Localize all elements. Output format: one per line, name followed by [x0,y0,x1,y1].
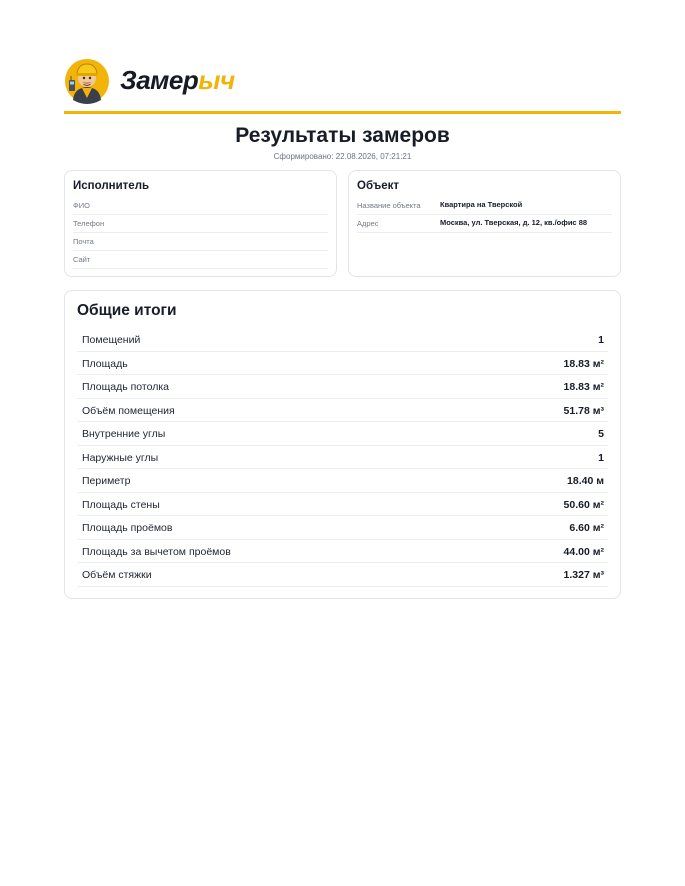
header-divider [64,111,621,114]
row-value: 1.327 м³ [563,569,604,581]
executor-field [73,233,328,251]
row-label: Площадь [82,357,128,370]
totals-row [77,352,608,376]
field-label: Почта [73,237,94,246]
field-value: Москва, ул. Тверская, д. 12, кв./офис 88 [440,218,588,227]
totals-card [64,290,621,599]
executor-field [73,215,328,233]
row-value: 18.40 м [567,475,604,487]
executor-card [64,170,337,277]
row-value: 5 [598,428,604,440]
row-label: Объём помещения [82,404,175,417]
totals-row [77,516,608,540]
object-field [357,215,612,233]
row-label: Периметр [82,475,131,487]
row-label: Площадь за вычетом проёмов [82,545,231,558]
object-card [348,170,621,277]
totals-title: Общие итоги [77,302,177,319]
field-label: Телефон [73,219,105,228]
brand-logo [120,65,235,95]
totals-row [77,563,608,587]
row-value: 1 [598,334,604,346]
executor-field [73,197,328,215]
logo-mascot-icon [64,58,110,104]
row-value: 1 [598,451,604,464]
row-label: Наружные углы [82,451,159,464]
page-title: Результаты замеров [235,124,450,147]
totals-row [77,446,608,470]
row-label: Внутренние углы [82,428,166,440]
totals-row [77,422,608,446]
executor-card-title: Исполнитель [73,180,150,192]
object-field [357,197,612,215]
field-label: Адрес [357,219,379,228]
row-label: Площадь проёмов [82,522,173,534]
object-card-title: Объект [357,180,400,192]
row-value: 44.00 м² [563,545,604,558]
brand-part-2: ыч [198,65,235,95]
header [64,56,621,114]
row-label: Помещений [82,334,141,346]
field-label: ФИО [73,201,90,210]
totals-row [77,493,608,517]
generated-timestamp: Сформировано: 22.08.2026, 07:21:21 [273,152,412,161]
row-label: Объём стяжки [82,569,152,581]
totals-row [77,540,608,564]
row-value: 18.83 м² [563,381,604,393]
row-value: 18.83 м² [563,357,604,370]
totals-row [77,375,608,399]
totals-row [77,328,608,352]
totals-row [77,399,608,423]
executor-field [73,251,328,269]
brand-part-1: Замер [120,65,199,95]
row-label: Площадь потолка [82,381,170,393]
row-value: 51.78 м³ [563,404,604,417]
row-value: 50.60 м² [563,498,604,511]
row-value: 6.60 м² [569,522,604,534]
field-value: Квартира на Тверской [440,200,523,209]
field-label: Название объекта [357,201,421,210]
row-label: Площадь стены [82,498,160,511]
totals-row [77,469,608,493]
field-label: Сайт [73,255,91,264]
